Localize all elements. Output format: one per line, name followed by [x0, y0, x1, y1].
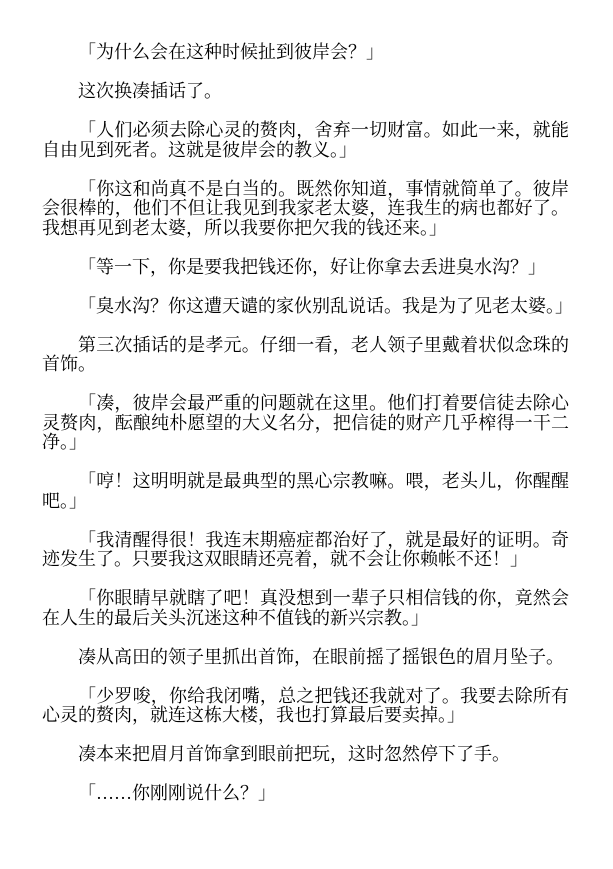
- paragraph: 「少罗唆，你给我闭嘴，总之把钱还我就对了。我要去除所有心灵的赘肉，就连这栋大楼，我也打算最后要卖掉。」: [42, 685, 569, 725]
- paragraph: 「你眼睛早就瞎了吧！真没想到一辈子只相信钱的你，竟然会在人生的最后关头沉迷这种不值钱的新兴宗教。」: [42, 588, 569, 628]
- paragraph: 「……你刚刚说什么？」: [78, 783, 276, 803]
- paragraph: 第三次插话的是孝元。仔细一看，老人领子里戴着状似念珠的首饰。: [42, 334, 569, 374]
- paragraph: 凑本来把眉月首饰拿到眼前把玩，这时忽然停下了手。: [78, 744, 510, 764]
- paragraph: 这次换凑插话了。: [78, 81, 222, 101]
- paragraph: 「哼！这明明就是最典型的黑心宗教嘛。喂，老头儿，你醒醒吧。」: [42, 471, 569, 511]
- paragraph: 「为什么会在这种时候扯到彼岸会？」: [78, 42, 384, 62]
- paragraph: 「我清醒得很！我连末期癌症都治好了，就是最好的证明。奇迹发生了。只要我这双眼睛还亮着，就不会让你赖帐不还！」: [42, 529, 569, 569]
- paragraph: 「人们必须去除心灵的赘肉，舍弃一切财富。如此一来，就能自由见到死者。这就是彼岸会的教义。」: [42, 120, 569, 160]
- paragraph: 「你这和尚真不是白当的。既然你知道，事情就简单了。彼岸会很棒的，他们不但让我见到我家老太婆，连我生的病也都好了。我想再见到老太婆，所以我要你把欠我的钱还来。」: [42, 178, 569, 238]
- paragraph: 「等一下，你是要我把钱还你，好让你拿去丢进臭水沟？」: [78, 256, 546, 277]
- paragraph: 「臭水沟？你这遭天谴的家伙别乱说话。我是为了见老太婆。」: [78, 295, 573, 316]
- paragraph: 凑从高田的领子里抓出首饰，在眼前摇了摇银色的眉月坠子。: [78, 646, 564, 667]
- paragraph: 「凑，彼岸会最严重的问题就在这里。他们打着要信徒去除心灵赘肉，酝酿纯朴愿望的大义名分，把信徒的财产几乎榨得一干二净。」: [42, 393, 569, 452]
